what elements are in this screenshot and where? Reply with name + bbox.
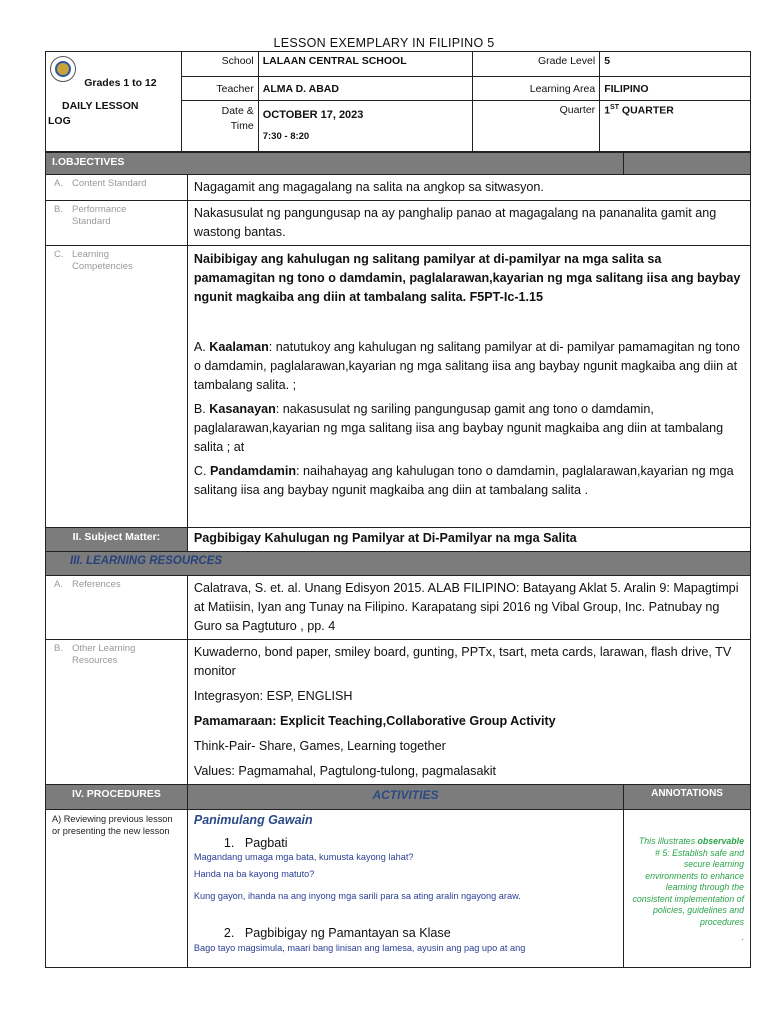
annotations-heading: ANNOTATIONS	[624, 785, 751, 810]
rules-line: Bago tayo magsimula, maari bang linisan ang lamesa, ayusin ang pag upo at ang	[193, 943, 526, 953]
item-pamantayan: 2. Pagbibigay ng Pamantayan sa Klase	[223, 926, 451, 940]
learning-competencies-label: C. Learning Competencies	[46, 246, 188, 528]
lesson-table	[45, 152, 751, 968]
quarter-number: 1	[604, 104, 611, 117]
think-pair-text: Think-Pair- Share, Games, Learning together	[193, 739, 446, 753]
date-label: Date &	[221, 105, 254, 117]
page-title: LESSON EXEMPLARY IN FILIPINO 5	[273, 36, 495, 50]
performance-standard-label: B. Performance Standard	[46, 201, 188, 246]
school-logo-cell	[46, 52, 182, 152]
values-text: Values: Pagmamahal, Pagtulong-tulong, pagmalasakit	[193, 764, 497, 778]
log-label: LOG	[48, 115, 71, 127]
ready-line: Handa na ba kayong matuto?	[193, 869, 315, 879]
annotation-note: This illustrates observable # 5: Establish safe and secure learning environments to enhance learning through the consistent implementation of policies, guidelines and procedures .	[624, 810, 751, 968]
references-label: A. References	[46, 576, 188, 640]
date-time-value	[258, 101, 473, 152]
content-standard-label: A. Content Standard	[46, 175, 188, 201]
time-value: 7:30 - 8:20	[262, 131, 310, 142]
quarter-suffix: ST	[610, 104, 619, 111]
objective-c: C. Pandamdamin: naihahayag ang kahulugan tono o damdamin, paglalarawan,kayarian ng mga salitang iisa ang baybay ngunit magkaiba ang diin at tambalang salita .	[193, 464, 734, 497]
content-standard-text: Nagagamit ang magagalang na salita na angkop sa sitwasyon.	[187, 175, 750, 201]
objectives-heading: I.OBJECTIVES	[46, 153, 624, 175]
prepare-line: Kung gayon, ihanda na ang inyong mga sarili para sa ating aralin ngayong araw.	[193, 891, 521, 901]
quarter-text: QUARTER	[618, 104, 674, 117]
learning-area-value: FILIPINO	[600, 77, 751, 101]
panimulang-gawain-title: Panimulang Gawain	[193, 813, 313, 827]
date-time-label	[181, 101, 258, 152]
teacher-value: ALMA D. ABAD	[258, 77, 473, 101]
references-text: Calatrava, S. et. al. Unang Edisyon 2015. ALAB FILIPINO: Batayang Aklat 5. Aralin 9: Mapagtimpi at Matiisin, Iyan ang Tunay na Filipino. Karapatang sipi 2016 ng Vibal Group, Inc. Patnubay ng Guro sa Pagtuturo , pp. 4	[187, 576, 750, 640]
item-pagbati: 1. Pagbati	[223, 836, 288, 850]
annotation-dot: .	[741, 932, 744, 942]
activities-heading: ACTIVITIES	[187, 785, 623, 810]
greeting-line: Magandang umaga mga bata, kumusta kayong lahat?	[193, 852, 414, 862]
grade-level-label: Grade Level	[473, 52, 600, 77]
other-resources-list: Kuwaderno, bond paper, smiley board, gunting, PPTx, tsart, meta cards, larawan, flash drive, TV monitor	[193, 645, 732, 678]
other-resources-label: B. Other Learning Resources	[46, 640, 188, 785]
competency-main: Naibibigay ang kahulugan ng salitang pamilyar at di-pamilyar na mga salita sa pamamagitan ng tono o damdamin, paglalarawan,kayarian ng mga salitang iisa ang baybay ngunit magkaiba ang diin at tambalang salita. F5PT-Ic-1.15	[193, 252, 741, 304]
subject-matter-label: II. Subject Matter:	[46, 528, 188, 552]
performance-standard-text: Nakasusulat ng pangungusap na ay panghalip panao at magagalang na pananalita gamit ang wastong bantas.	[187, 201, 750, 246]
school-value: LALAAN CENTRAL SCHOOL	[258, 52, 473, 77]
school-label: School	[181, 52, 258, 77]
method-text: Pamamaraan: Explicit Teaching,Collaborative Group Activity	[193, 714, 556, 728]
date-value: OCTOBER 17, 2023	[262, 109, 364, 121]
objective-a: A. Kaalaman: natutukoy ang kahulugan ng salitang pamilyar at di- pamilyar pamamagitan ng tono o damdamin, paglalarawan,kayarian ng mga salitang iisa ang baybay ngunit magkaiba ang diin at tambalang salita. ;	[193, 340, 740, 392]
procedures-heading: IV. PROCEDURES	[46, 785, 188, 810]
grade-level-value: 5	[600, 52, 751, 77]
teacher-label: Teacher	[181, 77, 258, 101]
subject-matter-value: Pagbibigay Kahulugan ng Pamilyar at Di-Pamilyar na mga Salita	[187, 528, 750, 552]
objectives-heading-annotation	[624, 153, 751, 175]
quarter-label: Quarter	[473, 101, 600, 152]
activities-cell	[187, 810, 623, 968]
learning-competencies-text	[187, 246, 750, 528]
reviewing-lesson-label: A) Reviewing previous lesson or presenting the new lesson	[46, 810, 188, 968]
other-resources-text	[187, 640, 750, 785]
time-label: Time	[230, 120, 254, 132]
learning-area-label: Learning Area	[473, 77, 600, 101]
objective-b: B. Kasanayan: nakasusulat ng sariling pangungusap gamit ang tono o damdamin, paglalarawan,kayarian ng mga salitang iisa ang baybay ngunit magkaiba ang diin at tambalang salita ; at	[193, 402, 724, 454]
learning-resources-heading: III. LEARNING RESOURCES	[46, 552, 751, 576]
quarter-value	[600, 101, 751, 152]
header-table	[45, 51, 751, 152]
daily-lesson-label: DAILY LESSON	[62, 100, 139, 112]
integration-text: Integrasyon: ESP, ENGLISH	[193, 689, 353, 703]
grades-label: Grades 1 to 12	[84, 77, 157, 89]
